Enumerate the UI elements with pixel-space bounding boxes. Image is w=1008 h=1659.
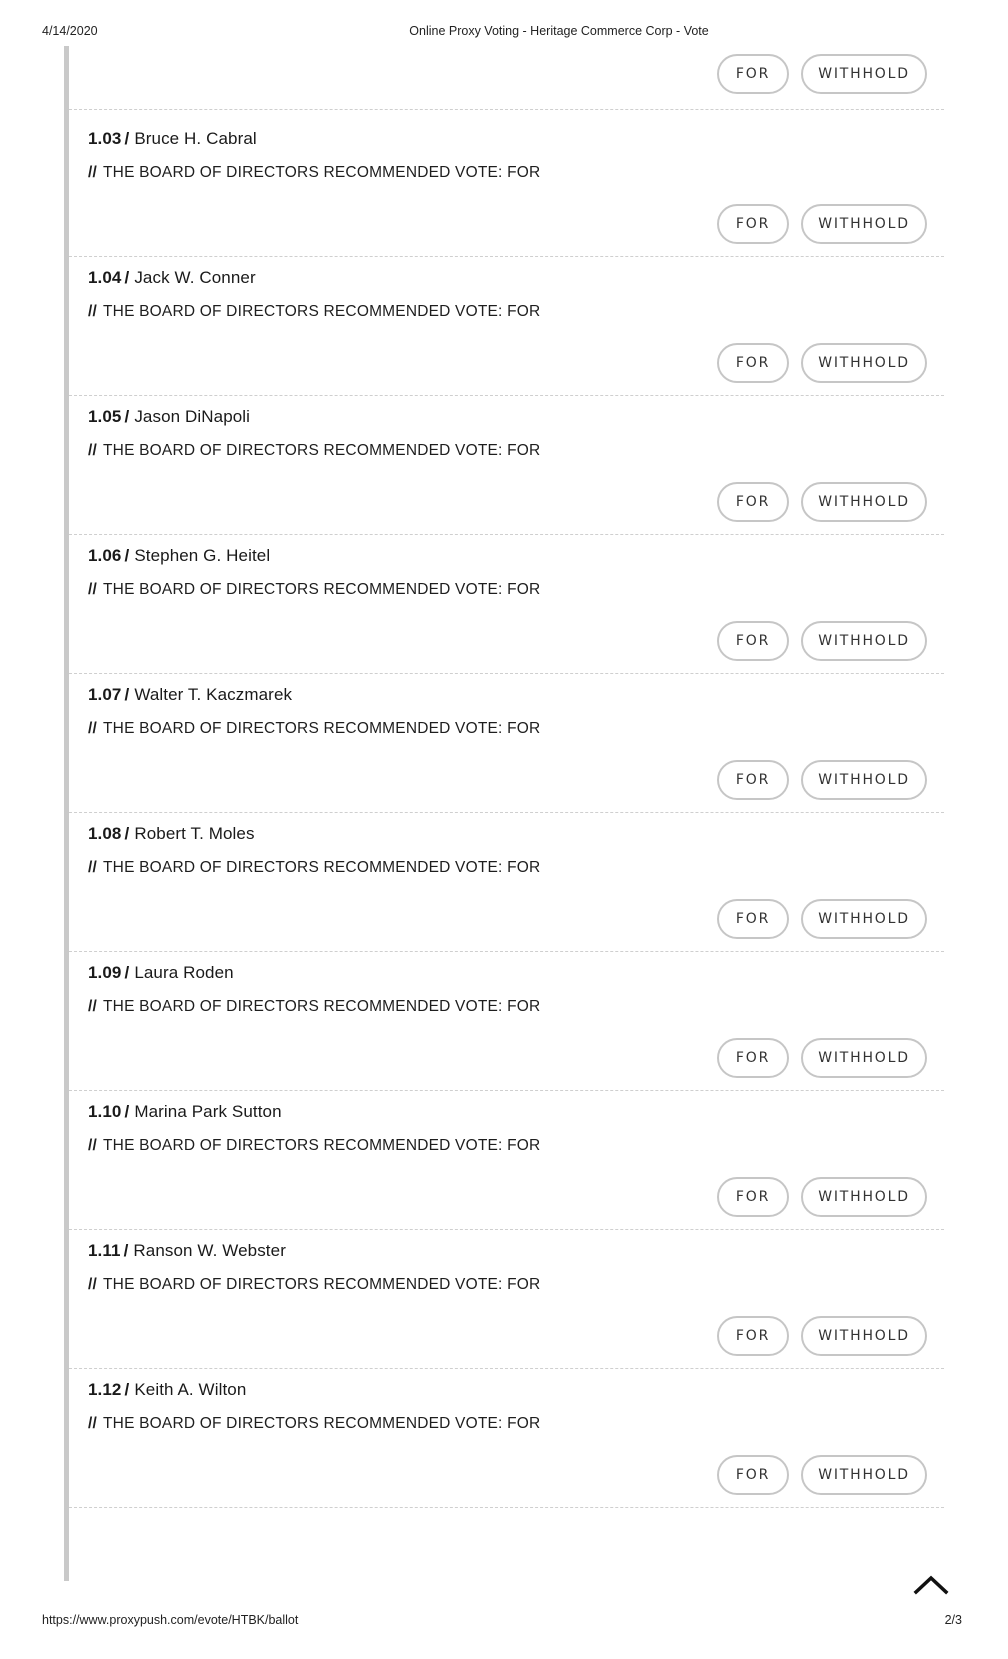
recommendation-text: THE BOARD OF DIRECTORS RECOMMENDED VOTE: FOR xyxy=(103,1137,541,1154)
nominee-heading xyxy=(88,685,292,705)
recommendation-prefix: // xyxy=(88,1415,98,1432)
nominee-name: Robert T. Moles xyxy=(134,824,255,843)
withhold-button[interactable]: WITHHOLD xyxy=(801,1455,927,1495)
nominee-name: Keith A. Wilton xyxy=(134,1380,247,1399)
ballot-item xyxy=(69,1361,944,1508)
board-recommendation xyxy=(88,720,540,738)
withhold-button[interactable]: WITHHOLD xyxy=(801,1038,927,1078)
nominee-heading xyxy=(88,546,270,566)
withhold-button[interactable]: WITHHOLD xyxy=(801,482,927,522)
for-button[interactable]: FOR xyxy=(717,621,789,661)
recommendation-prefix: // xyxy=(88,303,98,320)
item-separator: / xyxy=(124,129,130,148)
print-date: 4/14/2020 xyxy=(42,24,98,38)
board-recommendation xyxy=(88,1276,540,1294)
ballot-item xyxy=(69,110,944,257)
withhold-button[interactable]: WITHHOLD xyxy=(801,343,927,383)
item-separator: / xyxy=(124,268,130,287)
nominee-name: Stephen G. Heitel xyxy=(134,546,271,565)
nominee-heading xyxy=(88,824,255,844)
item-number: 1.03 xyxy=(88,129,122,148)
nominee-heading xyxy=(88,1380,246,1400)
ballot-item xyxy=(69,249,944,396)
withhold-button[interactable]: WITHHOLD xyxy=(801,899,927,939)
withhold-button[interactable]: WITHHOLD xyxy=(801,204,927,244)
item-number: 1.10 xyxy=(88,1102,122,1121)
board-recommendation xyxy=(88,859,540,877)
withhold-button[interactable]: WITHHOLD xyxy=(801,1316,927,1356)
nominee-name: Marina Park Sutton xyxy=(134,1102,282,1121)
for-button[interactable]: FOR xyxy=(717,343,789,383)
board-recommendation xyxy=(88,581,540,599)
for-button[interactable]: FOR xyxy=(717,760,789,800)
recommendation-text: THE BOARD OF DIRECTORS RECOMMENDED VOTE: FOR xyxy=(103,164,541,181)
ballot-item xyxy=(69,1083,944,1230)
item-number: 1.11 xyxy=(88,1241,121,1260)
recommendation-prefix: // xyxy=(88,1137,98,1154)
print-header xyxy=(0,22,1008,42)
recommendation-text: THE BOARD OF DIRECTORS RECOMMENDED VOTE: FOR xyxy=(103,998,541,1015)
recommendation-prefix: // xyxy=(88,442,98,459)
recommendation-text: THE BOARD OF DIRECTORS RECOMMENDED VOTE: FOR xyxy=(103,859,541,876)
ballot-item xyxy=(69,527,944,674)
board-recommendation xyxy=(88,998,540,1016)
recommendation-text: THE BOARD OF DIRECTORS RECOMMENDED VOTE: FOR xyxy=(103,720,541,737)
item-separator: / xyxy=(124,546,130,565)
nominee-heading xyxy=(88,129,257,149)
for-button[interactable]: FOR xyxy=(717,482,789,522)
board-recommendation xyxy=(88,442,540,460)
for-button[interactable]: FOR xyxy=(717,204,789,244)
recommendation-prefix: // xyxy=(88,998,98,1015)
item-separator: / xyxy=(124,407,130,426)
item-separator: / xyxy=(124,963,130,982)
scroll-to-top-button[interactable] xyxy=(912,1570,950,1596)
ballot-item xyxy=(69,666,944,813)
nominee-name: Jack W. Conner xyxy=(134,268,256,287)
item-number: 1.04 xyxy=(88,268,122,287)
withhold-button[interactable]: WITHHOLD xyxy=(801,54,927,94)
ballot-list xyxy=(64,46,944,1581)
nominee-name: Ranson W. Webster xyxy=(133,1241,286,1260)
for-button[interactable]: FOR xyxy=(717,1177,789,1217)
recommendation-prefix: // xyxy=(88,164,98,181)
recommendation-prefix: // xyxy=(88,859,98,876)
item-separator: / xyxy=(124,685,130,704)
ballot-item xyxy=(69,388,944,535)
board-recommendation xyxy=(88,1137,540,1155)
previous-item-actions xyxy=(69,46,944,110)
board-recommendation xyxy=(88,164,540,182)
recommendation-text: THE BOARD OF DIRECTORS RECOMMENDED VOTE: FOR xyxy=(103,442,541,459)
item-separator: / xyxy=(124,1380,130,1399)
withhold-button[interactable]: WITHHOLD xyxy=(801,760,927,800)
nominee-heading xyxy=(88,1241,286,1261)
print-url: https://www.proxypush.com/evote/HTBK/ballot xyxy=(42,1613,299,1627)
nominee-heading xyxy=(88,963,234,983)
print-footer xyxy=(0,1613,1008,1633)
nominee-name: Jason DiNapoli xyxy=(134,407,251,426)
recommendation-prefix: // xyxy=(88,720,98,737)
nominee-name: Laura Roden xyxy=(134,963,234,982)
for-button[interactable]: FOR xyxy=(717,899,789,939)
item-number: 1.07 xyxy=(88,685,122,704)
nominee-name: Bruce H. Cabral xyxy=(134,129,257,148)
board-recommendation xyxy=(88,303,540,321)
for-button[interactable]: FOR xyxy=(717,1316,789,1356)
item-separator: / xyxy=(124,1102,130,1121)
recommendation-text: THE BOARD OF DIRECTORS RECOMMENDED VOTE: FOR xyxy=(103,1415,541,1432)
for-button[interactable]: FOR xyxy=(717,1455,789,1495)
for-button[interactable]: FOR xyxy=(717,54,789,94)
print-title: Online Proxy Voting - Heritage Commerce Corp - Vote xyxy=(409,24,709,38)
ballot-item xyxy=(69,805,944,952)
withhold-button[interactable]: WITHHOLD xyxy=(801,621,927,661)
board-recommendation xyxy=(88,1415,540,1433)
nominee-heading xyxy=(88,1102,282,1122)
ballot-item xyxy=(69,1222,944,1369)
item-number: 1.08 xyxy=(88,824,122,843)
item-number: 1.05 xyxy=(88,407,122,426)
item-number: 1.06 xyxy=(88,546,122,565)
item-separator: / xyxy=(124,824,130,843)
item-number: 1.09 xyxy=(88,963,122,982)
recommendation-text: THE BOARD OF DIRECTORS RECOMMENDED VOTE: FOR xyxy=(103,581,541,598)
page-number: 2/3 xyxy=(944,1613,962,1627)
withhold-button[interactable]: WITHHOLD xyxy=(801,1177,927,1217)
ballot-item xyxy=(69,944,944,1091)
nominee-heading xyxy=(88,268,256,288)
recommendation-prefix: // xyxy=(88,1276,98,1293)
nominee-heading xyxy=(88,407,250,427)
nominee-name: Walter T. Kaczmarek xyxy=(134,685,293,704)
item-number: 1.12 xyxy=(88,1380,122,1399)
item-separator: / xyxy=(123,1241,129,1260)
recommendation-text: THE BOARD OF DIRECTORS RECOMMENDED VOTE: FOR xyxy=(103,1276,541,1293)
chevron-up-icon xyxy=(912,1570,950,1596)
recommendation-prefix: // xyxy=(88,581,98,598)
recommendation-text: THE BOARD OF DIRECTORS RECOMMENDED VOTE: FOR xyxy=(103,303,541,320)
for-button[interactable]: FOR xyxy=(717,1038,789,1078)
